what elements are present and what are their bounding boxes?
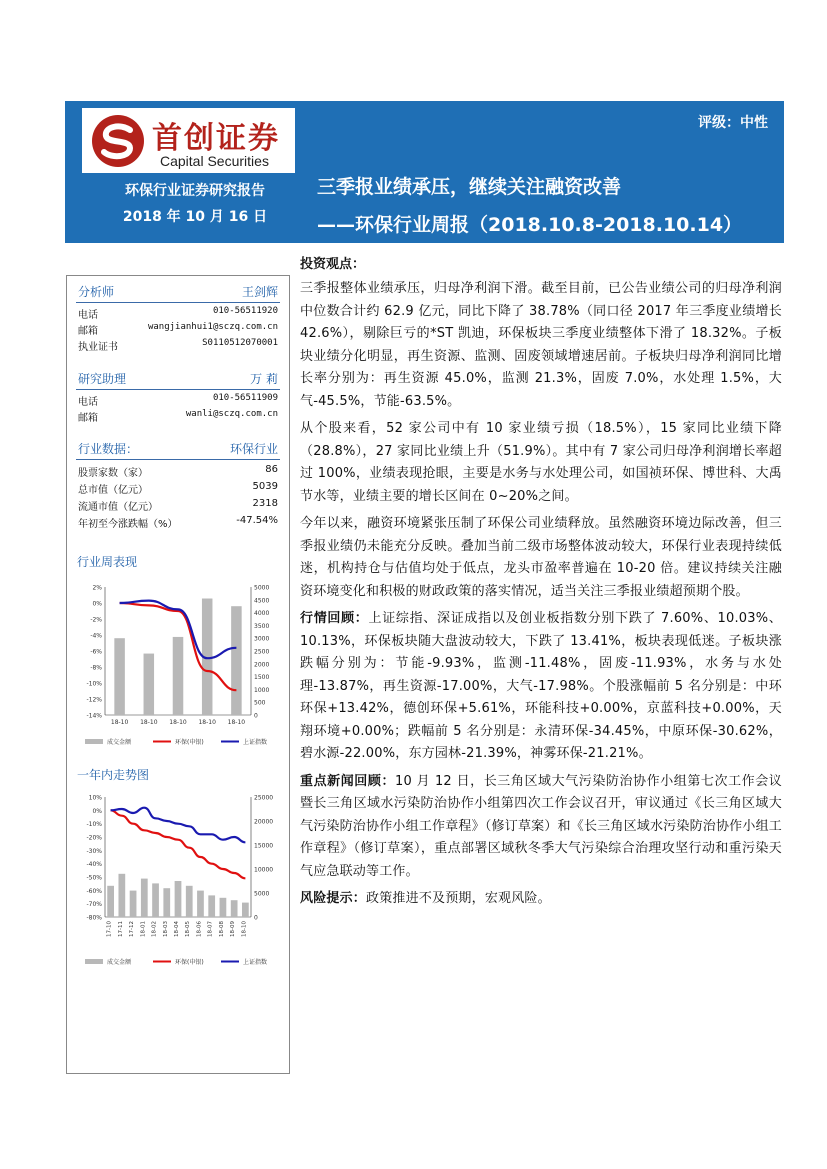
volume-bar bbox=[152, 883, 159, 917]
row-key: 流通市值（亿元） bbox=[78, 502, 158, 513]
volume-bar bbox=[220, 898, 227, 917]
industry-row bbox=[78, 463, 278, 479]
y-left-tick-label: -50% bbox=[86, 874, 102, 882]
yearly-chart-title: 一年内走势图 bbox=[77, 768, 150, 782]
report-type: 环保行业证券研究报告 bbox=[125, 183, 265, 199]
row-key: 邮箱 bbox=[78, 326, 98, 337]
analyst-cert-row bbox=[78, 337, 278, 353]
volume-bar bbox=[231, 606, 242, 715]
y-right-tick-label: 5000 bbox=[254, 890, 270, 898]
y-left-tick-label: 0% bbox=[92, 600, 102, 608]
row-value: wanli@sczq.com.cn bbox=[185, 409, 278, 419]
row-value: 010-56511920 bbox=[212, 306, 278, 316]
assistant-phone-row bbox=[78, 392, 278, 408]
row-key: 执业证书 bbox=[78, 342, 118, 353]
row-value: -47.54% bbox=[236, 515, 278, 526]
x-tick-label: 18-03 bbox=[162, 921, 169, 937]
analyst-header bbox=[76, 282, 280, 303]
main-content bbox=[300, 253, 782, 916]
paragraph-earnings: 三季报整体业绩承压，归母净利润下滑。截至目前，已公告业绩公司的归母净利润中位数合计约 62.9 亿元，同比下降了 38.78%（同口径 2017 年三季度业绩增长 42.6%），剔除巨亏的*ST 凯迪，环保板块三季度业绩整体下滑了 18.32%。子板块业绩分化明显，再生资源、监测、固废领域增速居前。子板块归母净利润同比增长率分别为：再生资源 45.0%，监测 21.3%，固废 7.0%，水处理 1.5%，大气-45.5%，节能-63.5%。 bbox=[300, 281, 782, 409]
market-review-label: 行情回顾： bbox=[300, 611, 369, 626]
y-left-tick-label: -70% bbox=[86, 901, 102, 909]
x-tick-label: 18-10 bbox=[140, 719, 158, 726]
row-value: wangjianhui1@sczq.com.cn bbox=[147, 322, 278, 332]
legend-label: 上证指数 bbox=[243, 739, 268, 746]
y-right-tick-label: 4500 bbox=[254, 597, 270, 605]
report-title: 三季报业绩承压，继续关注融资改善 bbox=[317, 176, 622, 198]
industry-row bbox=[78, 480, 278, 496]
volume-bar bbox=[208, 895, 215, 917]
assistant-header bbox=[76, 369, 280, 390]
row-value: 2318 bbox=[252, 498, 278, 509]
volume-bar bbox=[173, 637, 184, 715]
y-left-tick-label: -12% bbox=[86, 696, 102, 704]
volume-bar bbox=[107, 886, 114, 917]
y-left-tick-label: -4% bbox=[90, 632, 102, 640]
series-line-industry bbox=[111, 810, 246, 878]
volume-bar bbox=[242, 903, 249, 917]
logo-chinese-name: 首创证券 bbox=[152, 121, 280, 156]
series-line-index bbox=[111, 808, 246, 843]
y-right-tick-label: 2500 bbox=[254, 648, 270, 656]
x-tick-label: 18-10 bbox=[227, 719, 246, 726]
legend-swatch bbox=[85, 739, 103, 744]
row-key: 电话 bbox=[78, 310, 98, 321]
volume-bar bbox=[144, 654, 155, 715]
paragraph-news bbox=[300, 771, 782, 884]
company-logo bbox=[82, 108, 295, 173]
y-right-tick-label: 0 bbox=[254, 914, 258, 922]
legend-label: 成交金额 bbox=[107, 959, 132, 966]
volume-bar bbox=[186, 886, 193, 917]
assistant-label: 研究助理 bbox=[78, 372, 127, 386]
industry-label: 行业数据： bbox=[78, 442, 139, 456]
assistant-email-row bbox=[78, 408, 278, 424]
y-right-tick-label: 3500 bbox=[254, 622, 270, 630]
x-tick-label: 18-01 bbox=[140, 921, 147, 937]
row-value: 86 bbox=[265, 464, 278, 475]
legend-label: 环保(申银) bbox=[175, 959, 204, 966]
x-tick-label: 18-09 bbox=[230, 921, 237, 937]
y-left-tick-label: -10% bbox=[86, 821, 102, 829]
logo-mark-icon bbox=[90, 113, 146, 169]
y-right-tick-label: 1000 bbox=[254, 686, 270, 694]
legend-label: 上证指数 bbox=[243, 959, 268, 966]
report-subtitle: ——环保行业周报（2018.10.8-2018.10.14） bbox=[317, 214, 743, 236]
logo-english-name: Capital Securities bbox=[160, 153, 269, 169]
risk-label: 风险提示： bbox=[300, 891, 367, 906]
assistant-name: 万 莉 bbox=[250, 372, 278, 386]
yearly-trend-chart bbox=[81, 791, 277, 971]
analyst-phone-row bbox=[78, 305, 278, 321]
volume-bar bbox=[141, 879, 148, 917]
row-key: 邮箱 bbox=[78, 413, 98, 424]
weekly-chart-title: 行业周表现 bbox=[77, 555, 138, 569]
y-left-tick-label: -8% bbox=[90, 664, 102, 672]
industry-row bbox=[78, 497, 278, 513]
volume-bar bbox=[130, 891, 137, 917]
x-tick-label: 18-06 bbox=[196, 921, 203, 937]
weekly-performance-chart bbox=[81, 579, 277, 751]
analyst-label: 分析师 bbox=[78, 285, 115, 299]
x-tick-label: 17-12 bbox=[129, 921, 136, 937]
y-right-tick-label: 500 bbox=[254, 699, 266, 707]
x-tick-label: 18-10 bbox=[169, 719, 187, 726]
y-left-tick-label: -20% bbox=[86, 834, 102, 842]
news-text: 10 月 12 日，长三角区域大气污染防治协作小组第七次工作会议暨长三角区域水污染防治协作小组第四次工作会议召开，审议通过《长三角区域大气污染防治协作小组工作章程》（修订草案）和《长三角区域水污染防治协作小组工作章程》（修订草案），重点部署区域秋冬季大气污染综合治理攻坚行动和重污染天气应急联动等工作。 bbox=[300, 773, 782, 879]
row-value: S0110512070001 bbox=[202, 338, 278, 348]
x-tick-label: 18-10 bbox=[110, 719, 129, 726]
industry-name: 环保行业 bbox=[229, 442, 278, 456]
row-value: 5039 bbox=[252, 481, 278, 492]
legend-label: 环保(申银) bbox=[175, 739, 204, 746]
news-label: 重点新闻回顾： bbox=[300, 773, 396, 789]
y-left-tick-label: -60% bbox=[86, 887, 102, 895]
volume-bar bbox=[231, 900, 238, 917]
volume-bar bbox=[118, 874, 125, 917]
y-left-tick-label: 0% bbox=[92, 807, 102, 815]
paragraph-financing: 今年以来，融资环境紧张压制了环保公司业绩释放。虽然融资环境边际改善，但三季报业绩仍未能充分反映。叠加当前二级市场整体波动较大，环保行业表现持续低迷，机构持仓与估值均处于低点，龙头市盈率普遍在 10-20 倍。建议持续关注融资环境变化和积极的财政政策的落实情况，适当关注三季报业绩超预期个股。 bbox=[300, 516, 782, 599]
market-review-text: 上证综指、深证成指以及创业板指数分别下跌了 7.60%、10.03%、10.13%，环保板块随大盘波动较大，下跌了 13.41%，板块表现低迷。子板块涨跌幅分别为：节能-9.93%，监测-11.48%，固废-11.93%，水务与水处理-13.87%，再生资源-17.00%，大气-17.98%。个股涨幅前 5 名分别是：中环环保+13.42%，德创环保+5.61%，环能科技+0.00%，京蓝科技+0.00%，天翔环境+0.00%；跌幅前 5 名分别是：永清环保-34.45%，中原环保-30.62%，碧水源-22.00%，东方园林-21.39%，神雾环保-21.21%。 bbox=[300, 611, 782, 761]
x-tick-label: 17-11 bbox=[117, 921, 124, 937]
y-right-tick-label: 25000 bbox=[254, 794, 274, 802]
y-right-tick-label: 4000 bbox=[254, 610, 270, 618]
volume-bar bbox=[175, 881, 182, 917]
investment-view-label: 投资观点： bbox=[300, 257, 366, 272]
y-right-tick-label: 20000 bbox=[254, 818, 274, 826]
report-date: 2018 年 10 月 16 日 bbox=[122, 209, 268, 225]
volume-bar bbox=[197, 891, 204, 917]
paragraph-market-review bbox=[300, 608, 782, 766]
report-header bbox=[65, 101, 784, 243]
y-right-tick-label: 5000 bbox=[254, 584, 270, 592]
x-tick-label: 18-05 bbox=[185, 921, 192, 937]
x-tick-label: 18-02 bbox=[151, 921, 158, 937]
risk-text: 政策推进不及预期，宏观风险。 bbox=[366, 891, 551, 906]
y-right-tick-label: 10000 bbox=[254, 866, 274, 874]
volume-bar bbox=[114, 638, 125, 715]
row-key: 股票家数（家） bbox=[78, 468, 148, 479]
legend-label: 成交金额 bbox=[107, 739, 132, 746]
y-left-tick-label: -10% bbox=[86, 680, 102, 688]
y-right-tick-label: 1500 bbox=[254, 674, 270, 682]
y-left-tick-label: -80% bbox=[86, 914, 102, 922]
info-sidebar bbox=[66, 275, 290, 1074]
y-left-tick-label: 2% bbox=[92, 584, 102, 592]
x-tick-label: 17-10 bbox=[106, 921, 113, 937]
y-left-tick-label: -2% bbox=[90, 616, 102, 624]
y-right-tick-label: 0 bbox=[254, 712, 258, 720]
y-right-tick-label: 15000 bbox=[254, 842, 274, 850]
analyst-name: 王剑辉 bbox=[241, 285, 278, 299]
volume-bar bbox=[163, 888, 170, 917]
y-right-tick-label: 2000 bbox=[254, 661, 270, 669]
row-key: 总市值（亿元） bbox=[78, 485, 148, 496]
legend-swatch bbox=[85, 959, 103, 964]
x-tick-label: 18-04 bbox=[174, 921, 180, 937]
x-tick-label: 18-07 bbox=[207, 921, 214, 937]
y-left-tick-label: 10% bbox=[88, 794, 102, 802]
row-key: 年初至今涨跌幅（%） bbox=[78, 519, 178, 530]
x-tick-label: 18-08 bbox=[218, 921, 225, 937]
rating-badge: 评级：中性 bbox=[698, 115, 768, 131]
paragraph-risk bbox=[300, 888, 782, 911]
row-value: 010-56511909 bbox=[212, 393, 278, 403]
y-left-tick-label: -6% bbox=[90, 648, 102, 656]
industry-header bbox=[76, 439, 280, 460]
y-left-tick-label: -14% bbox=[86, 712, 102, 720]
row-key: 电话 bbox=[78, 397, 98, 408]
y-left-tick-label: -30% bbox=[86, 847, 102, 855]
analyst-email-row bbox=[78, 321, 278, 337]
paragraph-stocks: 从个股来看，52 家公司中有 10 家业绩亏损（18.5%），15 家同比业绩下降（28.8%），27 家同比业绩上升（51.9%）。其中有 7 家公司归母净利润增长率超过 100%，业绩表现抢眼，主要是水务与水处理公司，如国祯环保、博世科、大禹节水等，业绩主要的增长区间在 0~20%之间。 bbox=[300, 421, 782, 504]
y-left-tick-label: -40% bbox=[86, 861, 102, 869]
industry-row bbox=[78, 514, 278, 530]
y-right-tick-label: 3000 bbox=[254, 635, 270, 643]
x-tick-label: 18-10 bbox=[241, 921, 248, 937]
x-tick-label: 18-10 bbox=[198, 719, 216, 726]
